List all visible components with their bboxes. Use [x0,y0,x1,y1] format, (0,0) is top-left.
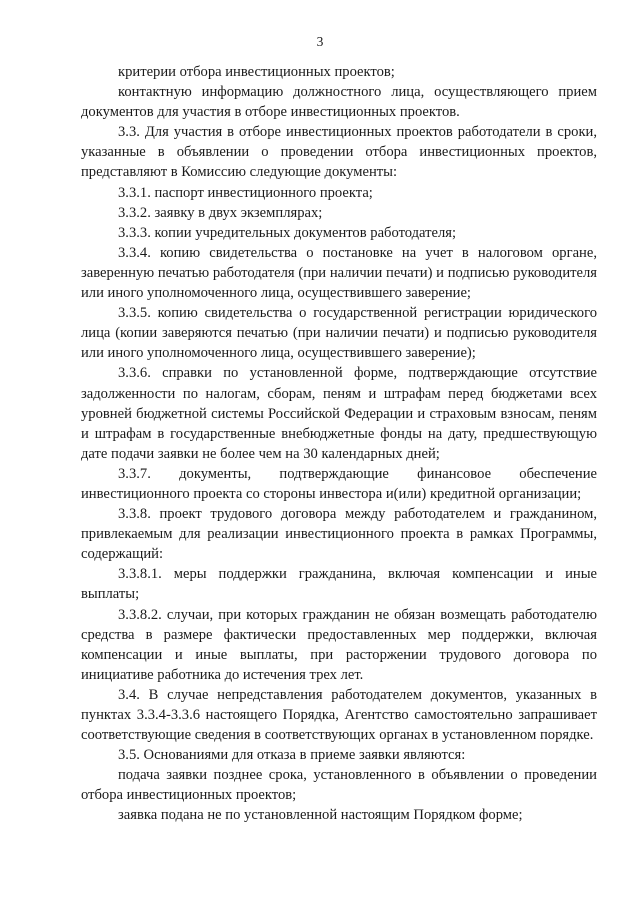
paragraph-3-3-8: 3.3.8. проект трудового договора между работодателем и гражданином, привлекаемым для реализации инвестиционного проекта в рамках Программы, содержащий: [81,506,597,563]
paragraph-3-3-8-2: 3.3.8.2. случаи, при которых гражданин не обязан возмещать работодателю средства в размере фактически предоставленных мер поддержки, включая компенсации и иные выплаты, при расторжении трудового договора по инициативе работника до истечения трех лет. [81,606,597,683]
paragraph-3-3-8-1: 3.3.8.1. меры поддержки гражданина, включая компенсации и иные выплаты; [81,566,597,603]
paragraph-3-3-3: 3.3.3. копии учредительных документов работодателя; [118,224,457,241]
document-body [81,62,597,826]
paragraph-3-3-1: 3.3.1. паспорт инвестиционного проекта; [118,184,373,201]
paragraph-3-3: 3.3. Для участия в отборе инвестиционных проектов работодатели в сроки, указанные в объявлении о проведении отбора инвестиционных проектов, представляют в Комиссию следующие документы: [81,124,597,181]
paragraph-late-submission: подача заявки позднее срока, установленного в объявлении о проведении отбора инвестиционных проектов; [81,767,597,804]
paragraph-wrong-form: заявка подана не по установленной настоящим Порядком форме; [118,807,523,824]
paragraph-criteria: критерии отбора инвестиционных проектов; [118,64,395,80]
paragraph-3-3-4: 3.3.4. копию свидетельства о постановке на учет в налоговом органе, заверенную печатью работодателя (при наличии печати) и подписью руководителя или иного уполномоченного лица, осуществившего заверение; [81,244,597,302]
paragraph-contact-info: контактную информацию должностного лица, осуществляющего прием документов для участия в отборе инвестиционных проектов. [81,84,597,121]
paragraph-3-5: 3.5. Основаниями для отказа в приеме заявки являются: [118,747,466,764]
paragraph-3-3-5: 3.3.5. копию свидетельства о государственной регистрации юридического лица (копии заверяются печатью (при наличии печати) и подписью руководителя или иного уполномоченного лица, осуществившего заверение); [81,305,597,362]
paragraph-3-3-6: 3.3.6. справки по установленной форме, подтверждающие отсутствие задолженности по налогам, сборам, пеням и штрафам перед бюджетами всех уровней бюджетной системы Российской Федерации и страховым взносам, пеням и штрафам в государственные внебюджетные фонды на дату, предшествующую дате подачи заявки не более чем на 30 календарных дней; [81,365,597,462]
paragraph-3-3-7: 3.3.7. документы, подтверждающие финансовое обеспечение инвестиционного проекта со стороны инвестора и(или) кредитной организации; [81,465,597,502]
paragraph-3-3-2: 3.3.2. заявку в двух экземплярах; [118,204,323,221]
paragraph-3-4: 3.4. В случае непредставления работодателем документов, указанных в пунктах 3.3.4-3.3.6 настоящего Порядка, Агентство самостоятельно запрашивает соответствующие сведения в соответствующих органах в установленном порядке. [81,686,597,744]
page-number: 3 [316,34,324,49]
